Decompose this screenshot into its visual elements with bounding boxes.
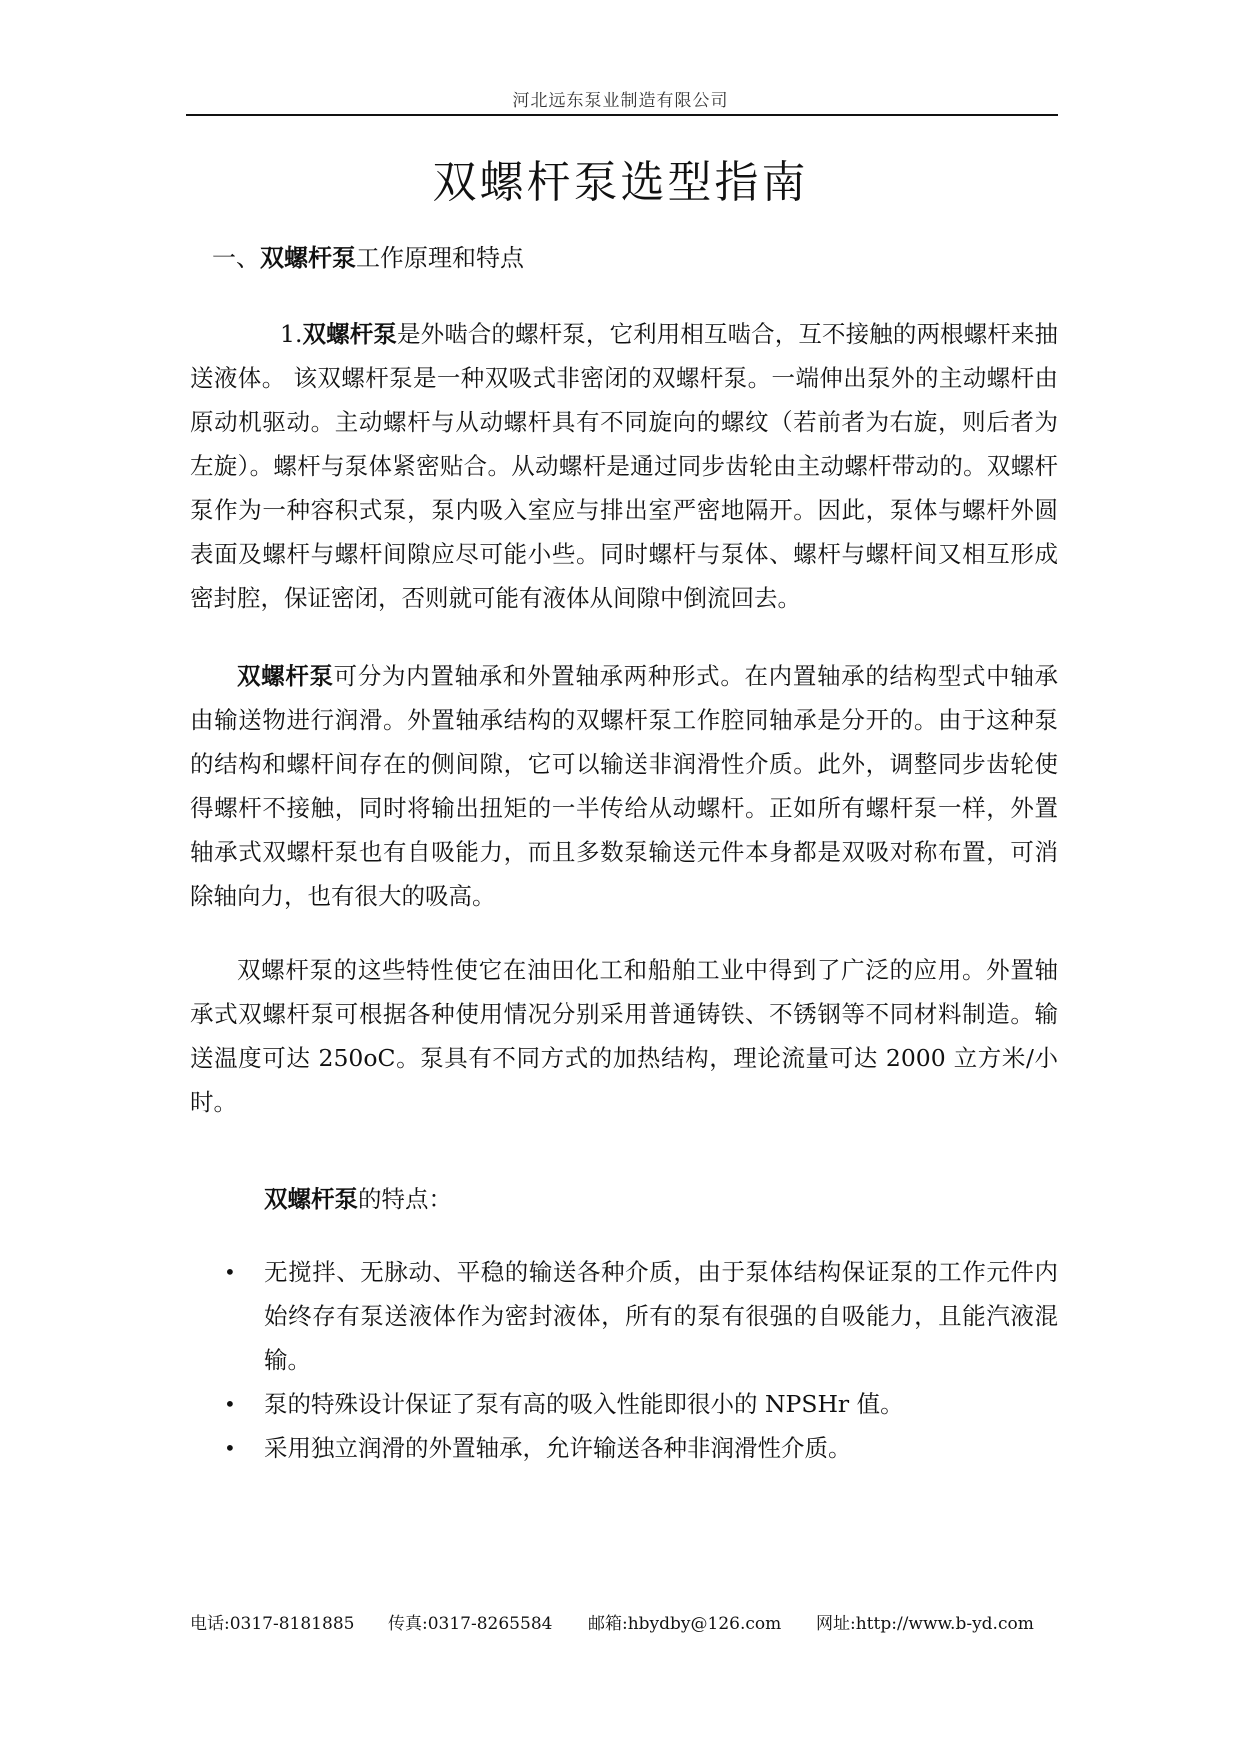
list-item: [190, 1250, 1058, 1382]
bullet-icon: •: [224, 1260, 236, 1284]
paragraph-2-text: 可分为内置轴承和外置轴承两种形式。在内置轴承的结构型式中轴承由输送物进行润滑。外置轴承结构的双螺杆泵工作腔同轴承是分开的。由于这种泵的结构和螺杆间存在的侧间隙，它可以输送非润滑性介质。此外，调整同步齿轮使得螺杆不接触，同时将输出扭矩的一半传给从动螺杆。正如所有螺杆泵一样，外置轴承式双螺杆泵也有自吸能力，而且多数泵输送元件本身都是双吸对称布置，可消除轴向力，也有很大的吸高。: [190, 662, 1059, 910]
header-divider: [186, 114, 1058, 116]
paragraph-1-text: 是外啮合的螺杆泵，它利用相互啮合，互不接触的两根螺杆来抽送液体。 该双螺杆泵是一种双吸式非密闭的双螺杆泵。一端伸出泵外的主动螺杆由原动机驱动。主动螺杆与从动螺杆具有不同旋向的螺纹（若前者为右旋，则后者为左旋）。螺杆与泵体紧密贴合。从动螺杆是通过同步齿轮由主动螺杆带动的。双螺杆泵作为一种容积式泵，泵内吸入室应与排出室严密地隔开。因此，泵体与螺杆外圆表面及螺杆与螺杆间隙应尽可能小些。同时螺杆与泵体、螺杆与螺杆间又相互形成密封腔，保证密闭，否则就可能有液体从间隙中倒流回去。: [190, 320, 1059, 612]
section-heading-rest: 工作原理和特点: [356, 244, 524, 272]
section-heading-bold: 双螺杆泵: [260, 243, 356, 272]
paragraph-3: [190, 948, 1058, 1124]
paragraph-2-bold: 双螺杆泵: [237, 662, 334, 690]
features-heading-rest: 的特点：: [358, 1185, 452, 1213]
section-number: 一、: [212, 244, 260, 272]
list-item-text: 泵的特殊设计保证了泵有高的吸入性能即很小的 NPSHr 值。: [264, 1390, 904, 1418]
features-list: [190, 1250, 1058, 1470]
features-heading-bold: 双螺杆泵: [264, 1185, 358, 1213]
list-item: [190, 1426, 1058, 1470]
footer-website: 网址:http://www.b-yd.com: [816, 1614, 1034, 1634]
paragraph-1: [190, 312, 1058, 620]
list-item-text: 无搅拌、无脉动、平稳的输送各种介质，由于泵体结构保证泵的工作元件内始终存有泵送液体作为密封液体，所有的泵有很强的自吸能力，且能汽液混输。: [264, 1258, 1058, 1374]
footer-email: 邮箱:hbydby@126.com: [588, 1614, 782, 1634]
document-title: 双螺杆泵选型指南: [432, 157, 809, 208]
footer-fax: 传真:0317-8265584: [388, 1614, 553, 1634]
list-item-text: 采用独立润滑的外置轴承，允许输送各种非润滑性介质。: [264, 1434, 852, 1462]
features-heading: [264, 1180, 452, 1214]
bullet-icon: •: [224, 1436, 236, 1460]
paragraph-3-text: 双螺杆泵的这些特性使它在油田化工和船舶工业中得到了广泛的应用。外置轴承式双螺杆泵可根据各种使用情况分别采用普通铸铁、不锈钢等不同材料制造。输送温度可达 250oC。泵具有不同方式的加热结构，理论流量可达 2000 立方米/小时。: [190, 956, 1058, 1116]
paragraph-1-number: 1.: [280, 320, 303, 348]
bullet-icon: •: [224, 1392, 236, 1416]
paragraph-1-bold: 双螺杆泵: [302, 320, 397, 348]
list-item: [190, 1382, 1058, 1426]
footer-phone: 电话:0317-8181885: [190, 1614, 355, 1634]
section-heading-1: [212, 238, 524, 273]
paragraph-2: [190, 654, 1058, 918]
page-header-company: 河北远东泵业制造有限公司: [512, 91, 729, 111]
